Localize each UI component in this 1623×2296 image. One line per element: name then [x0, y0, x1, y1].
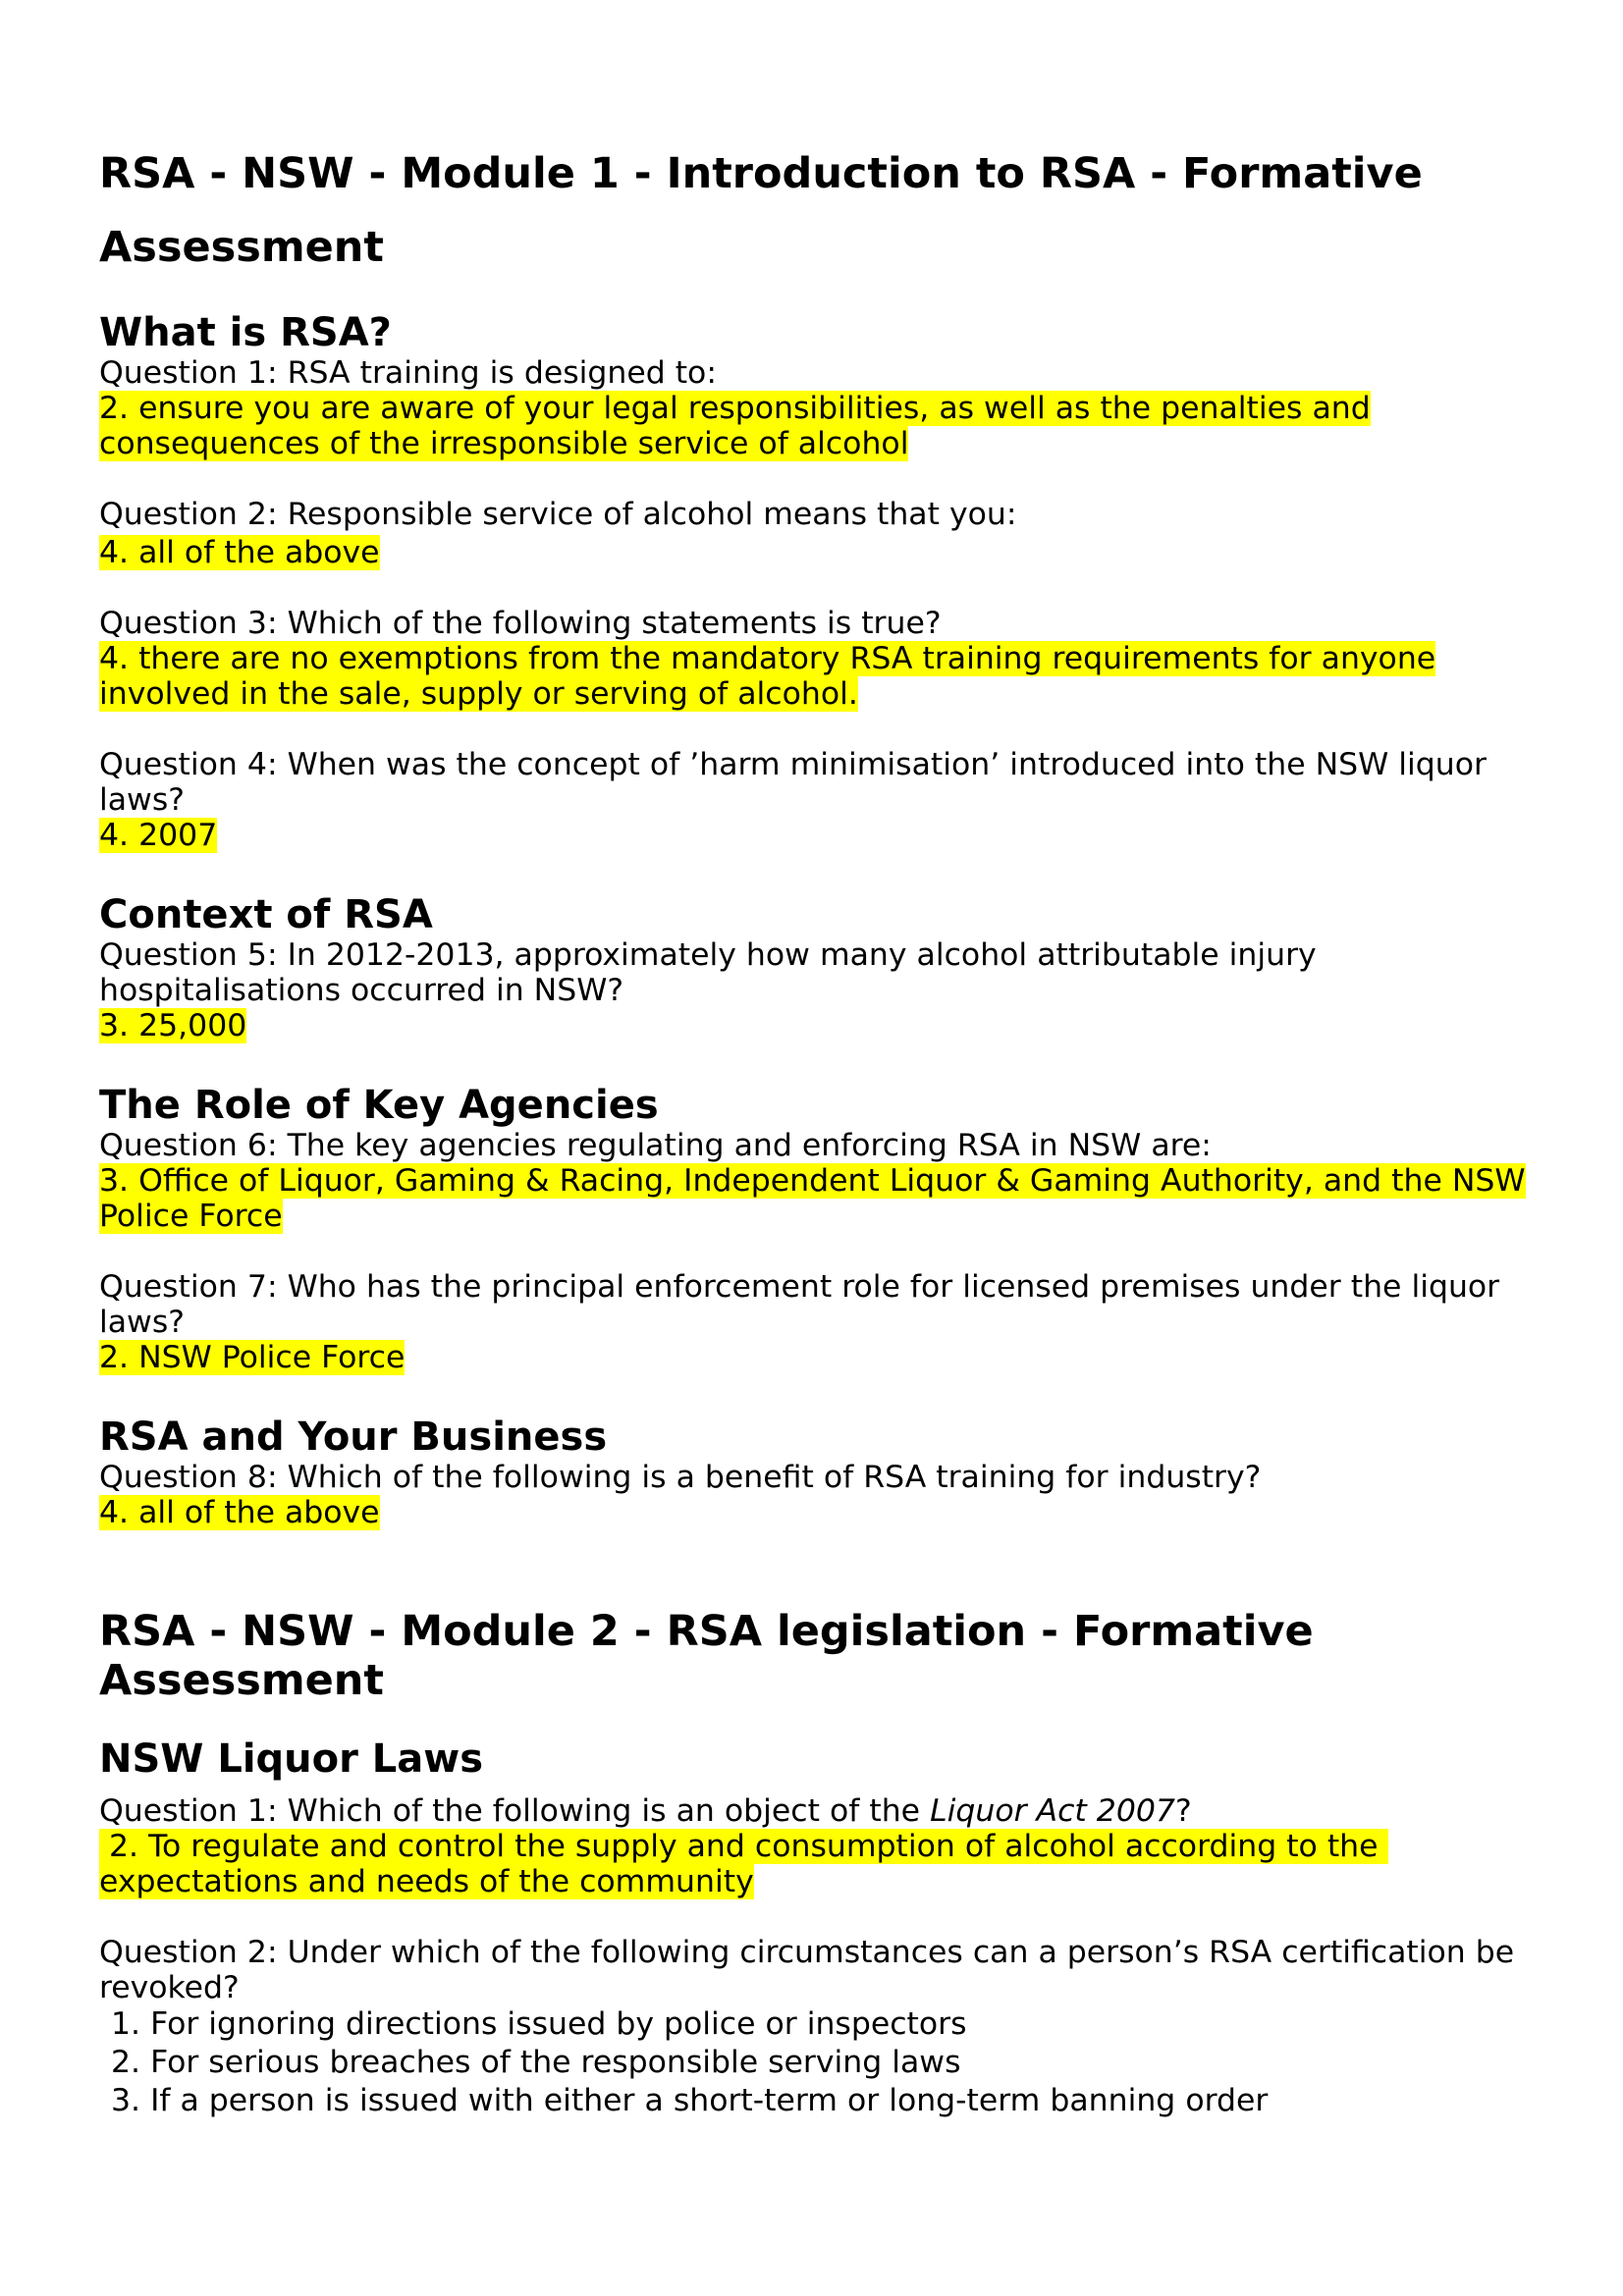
answer-2	[99, 535, 1533, 570]
answer-6	[99, 1163, 1533, 1234]
question-4: Question 4: When was the concept of ’harm minimisation’ introduced into the NSW liquor laws?	[99, 747, 1487, 818]
answer-3	[99, 641, 1533, 712]
answer-7	[99, 1340, 1533, 1375]
question-3: Question 3: Which of the following statements is true?	[99, 606, 942, 641]
liquor-act-title: Liquor Act 2007	[930, 1793, 1175, 1829]
document-page	[99, 137, 1533, 2120]
answer-6-highlight: 3. Office of Liquor, Gaming & Racing, Independent Liquor & Gaming Authority, and the NSW Police Force	[99, 1163, 1526, 1234]
module-2-answer-1-highlight: 2. To regulate and control the supply and consumption of alcohol according to the expectations and needs of the community	[99, 1829, 1388, 1899]
answer-7-highlight: 2. NSW Police Force	[99, 1340, 406, 1375]
section-heading-context-of-rsa: Context of RSA	[99, 892, 433, 937]
module-2-question-1	[99, 1793, 1533, 1829]
question-1: Question 1: RSA training is designed to:	[99, 355, 717, 391]
section-heading-nsw-liquor-laws: NSW Liquor Laws	[99, 1736, 484, 1782]
question-5: Question 5: In 2012-2013, approximately how many alcohol attributable injury hospitalisations occurred in NSW?	[99, 937, 1317, 1008]
section-heading-role-of-key-agencies: The Role of Key Agencies	[99, 1083, 659, 1128]
answer-1-highlight: 2. ensure you are aware of your legal responsibilities, as well as the penalties and consequences of the irresponsible service of alcohol	[99, 391, 1371, 461]
answer-3-highlight: 4. there are no exemptions from the mandatory RSA training requirements for anyone involved in the sale, supply or serving of alcohol.	[99, 641, 1436, 712]
module-2-question-1-suffix: ?	[1174, 1793, 1192, 1829]
answer-4-highlight: 4. 2007	[99, 818, 218, 853]
module-2-option-3: 3. If a person is issued with either a short-term or long-term banning order	[111, 2083, 1269, 2118]
question-2: Question 2: Responsible service of alcohol means that you:	[99, 497, 1017, 532]
answer-4	[99, 818, 1533, 853]
module-1-title: RSA - NSW - Module 1 - Introduction to RSA - Formative Assessment	[99, 149, 1423, 272]
question-6: Question 6: The key agencies regulating and enforcing RSA in NSW are:	[99, 1128, 1212, 1163]
answer-5	[99, 1008, 1533, 1043]
module-2-answer-1	[99, 1829, 1533, 1899]
answer-1	[99, 391, 1533, 461]
section-heading-what-is-rsa: What is RSA?	[99, 310, 392, 355]
module-2-question-2: Question 2: Under which of the following circumstances can a person’s RSA certification be revoked?	[99, 1935, 1515, 2005]
question-8: Question 8: Which of the following is a benefit of RSA training for industry?	[99, 1460, 1262, 1495]
answer-5-highlight: 3. 25,000	[99, 1008, 247, 1043]
module-2-option-2: 2. For serious breaches of the responsible serving laws	[111, 2045, 961, 2080]
answer-8	[99, 1495, 1533, 1530]
module-2-option-1: 1. For ignoring directions issued by police or inspectors	[111, 2006, 967, 2042]
section-heading-rsa-and-your-business: RSA and Your Business	[99, 1415, 608, 1460]
answer-2-highlight: 4. all of the above	[99, 535, 380, 570]
answer-8-highlight: 4. all of the above	[99, 1495, 380, 1530]
question-7: Question 7: Who has the principal enforcement role for licensed premises under the liquor laws?	[99, 1269, 1500, 1340]
module-2-title: RSA - NSW - Module 2 - RSA legislation - Formative Assessment	[99, 1607, 1314, 1705]
module-2-question-1-prefix: Question 1: Which of the following is an object of the	[99, 1793, 931, 1829]
